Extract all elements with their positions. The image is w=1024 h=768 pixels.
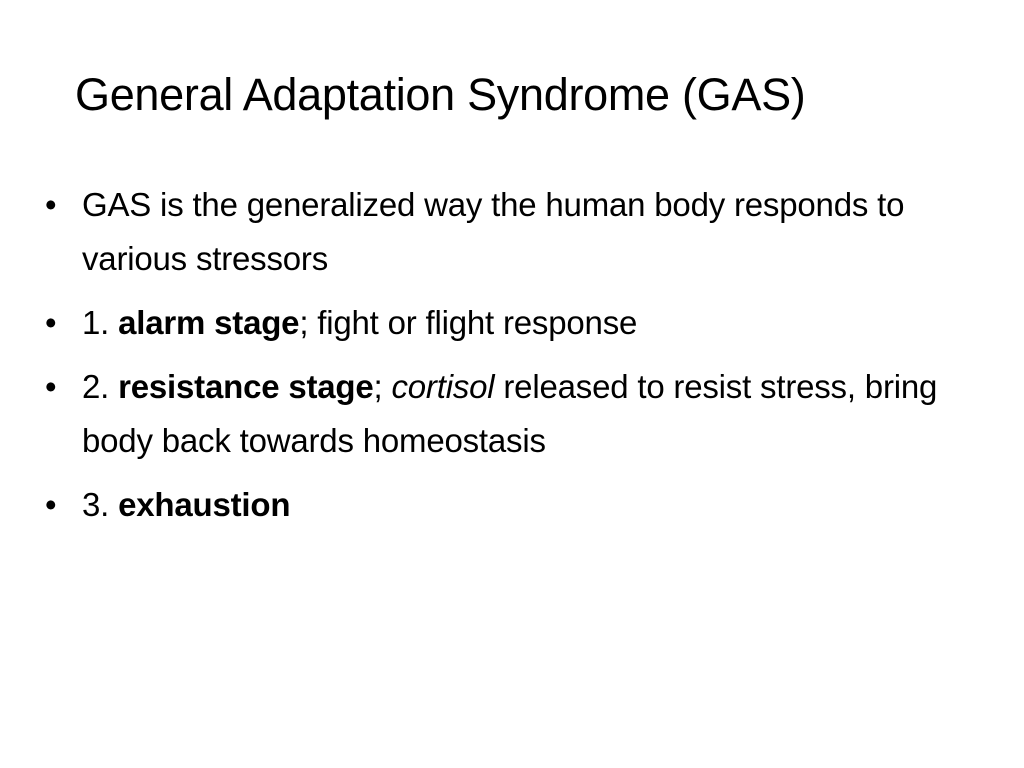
separator: ; <box>373 368 392 405</box>
bullet-number: 1. <box>82 304 119 341</box>
bullet-item-resistance-stage <box>45 360 945 468</box>
bullet-item-exhaustion <box>45 478 945 532</box>
bullet-text: released to resist stress, bring body back towards homeostasis <box>82 368 938 459</box>
bullet-dot-icon: • <box>45 486 57 523</box>
bullet-number: 3. <box>82 486 119 523</box>
bullet-dot-icon: • <box>45 368 57 405</box>
stage-term: exhaustion <box>118 486 291 523</box>
bullet-text: GAS is the generalized way the human body responds to various stressors <box>82 186 905 277</box>
stage-term: alarm stage <box>118 304 300 341</box>
bullet-list <box>45 178 945 542</box>
slide-title: General Adaptation Syndrome (GAS) <box>75 69 806 120</box>
bullet-item-gas-definition <box>45 178 945 286</box>
bullet-number: 2. <box>82 368 119 405</box>
bullet-dot-icon: • <box>45 186 57 223</box>
bullet-dot-icon: • <box>45 304 57 341</box>
stage-term: resistance stage <box>118 368 374 405</box>
bullet-item-alarm-stage <box>45 296 945 350</box>
hormone-term: cortisol <box>391 368 495 405</box>
bullet-text: ; fight or flight response <box>299 304 638 341</box>
